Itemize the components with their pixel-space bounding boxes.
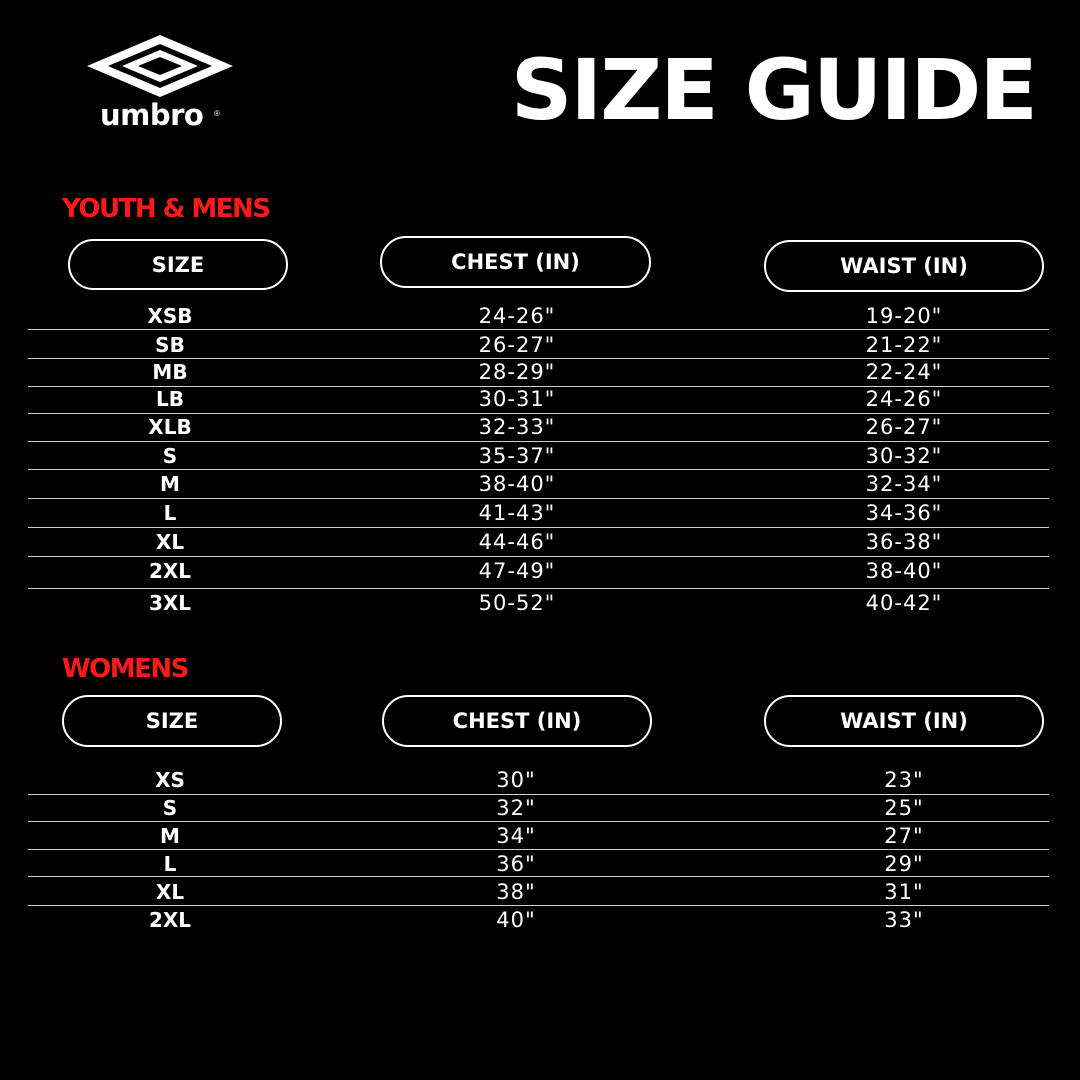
youth-mens-heading: YOUTH & MENS <box>62 194 270 224</box>
youth-mens-size-cell: S <box>162 444 178 468</box>
youth-mens-size-cell: M <box>160 472 180 496</box>
womens-size-header: SIZE <box>62 695 282 747</box>
youth-mens-waist-header: WAIST (IN) <box>764 240 1044 292</box>
youth-mens-chest-cell: 50-52" <box>478 591 556 615</box>
row-divider <box>28 821 1049 822</box>
youth-mens-chest-cell: 26-27" <box>478 333 556 357</box>
youth-mens-chest-cell: 30-31" <box>478 387 556 411</box>
youth-mens-size-cell: XSB <box>147 304 193 328</box>
row-divider <box>28 441 1049 442</box>
row-divider <box>28 794 1049 795</box>
youth-mens-size-cell: 2XL <box>148 559 192 583</box>
womens-waist-cell: 33" <box>884 908 924 932</box>
womens-waist-cell: 27" <box>884 824 924 848</box>
youth-mens-waist-cell: 38-40" <box>865 559 943 583</box>
womens-waist-cell: 23" <box>884 768 924 792</box>
womens-waist-cell: 25" <box>884 796 924 820</box>
youth-mens-chest-cell: 28-29" <box>478 360 556 384</box>
womens-chest-cell: 34" <box>496 824 536 848</box>
youth-mens-chest-header: CHEST (IN) <box>380 236 651 288</box>
womens-size-cell: L <box>163 852 177 876</box>
row-divider <box>28 876 1049 877</box>
youth-mens-waist-cell: 36-38" <box>865 530 943 554</box>
womens-chest-cell: 32" <box>496 796 536 820</box>
womens-chest-cell: 38" <box>496 880 536 904</box>
row-divider <box>28 498 1049 499</box>
row-divider <box>28 849 1049 850</box>
womens-size-cell: 2XL <box>148 908 192 932</box>
youth-mens-chest-cell: 24-26" <box>478 304 556 328</box>
youth-mens-chest-cell: 44-46" <box>478 530 556 554</box>
womens-chest-cell: 36" <box>496 852 536 876</box>
double-diamond-icon <box>86 34 234 98</box>
youth-mens-chest-cell: 35-37" <box>478 444 556 468</box>
youth-mens-size-cell: LB <box>156 387 184 411</box>
youth-mens-waist-cell: 21-22" <box>865 333 943 357</box>
youth-mens-waist-cell: 24-26" <box>865 387 943 411</box>
youth-mens-chest-cell: 41-43" <box>478 501 556 525</box>
youth-mens-waist-cell: 19-20" <box>865 304 943 328</box>
youth-mens-chest-cell: 47-49" <box>478 559 556 583</box>
row-divider <box>28 329 1049 330</box>
row-divider <box>28 527 1049 528</box>
youth-mens-size-cell: XLB <box>148 415 192 439</box>
umbro-logo <box>86 34 234 98</box>
youth-mens-waist-cell: 32-34" <box>865 472 943 496</box>
womens-size-cell: S <box>162 796 178 820</box>
row-divider <box>28 358 1049 359</box>
youth-mens-size-cell: L <box>163 501 177 525</box>
youth-mens-chest-cell: 38-40" <box>478 472 556 496</box>
womens-size-cell: M <box>160 824 180 848</box>
youth-mens-waist-cell: 22-24" <box>865 360 943 384</box>
youth-mens-size-cell: SB <box>155 333 185 357</box>
womens-size-cell: XS <box>155 768 185 792</box>
row-divider <box>28 588 1049 589</box>
row-divider <box>28 413 1049 414</box>
womens-chest-cell: 40" <box>496 908 536 932</box>
womens-waist-cell: 29" <box>884 852 924 876</box>
row-divider <box>28 469 1049 470</box>
row-divider <box>28 905 1049 906</box>
page-title: SIZE GUIDE <box>510 41 1036 139</box>
youth-mens-waist-cell: 26-27" <box>865 415 943 439</box>
brand-wordmark: umbro <box>100 98 204 132</box>
youth-mens-size-cell: XL <box>155 530 185 554</box>
youth-mens-size-cell: MB <box>152 360 188 384</box>
youth-mens-size-cell: 3XL <box>148 591 192 615</box>
womens-size-cell: XL <box>155 880 185 904</box>
row-divider <box>28 386 1049 387</box>
womens-heading: WOMENS <box>62 654 188 684</box>
womens-chest-header: CHEST (IN) <box>382 695 652 747</box>
row-divider <box>28 556 1049 557</box>
youth-mens-waist-cell: 30-32" <box>865 444 943 468</box>
womens-waist-cell: 31" <box>884 880 924 904</box>
womens-chest-cell: 30" <box>496 768 536 792</box>
youth-mens-waist-cell: 40-42" <box>865 591 943 615</box>
youth-mens-chest-cell: 32-33" <box>478 415 556 439</box>
registered-mark: ® <box>214 109 220 118</box>
youth-mens-size-header: SIZE <box>68 239 288 290</box>
youth-mens-waist-cell: 34-36" <box>865 501 943 525</box>
womens-waist-header: WAIST (IN) <box>764 695 1044 747</box>
